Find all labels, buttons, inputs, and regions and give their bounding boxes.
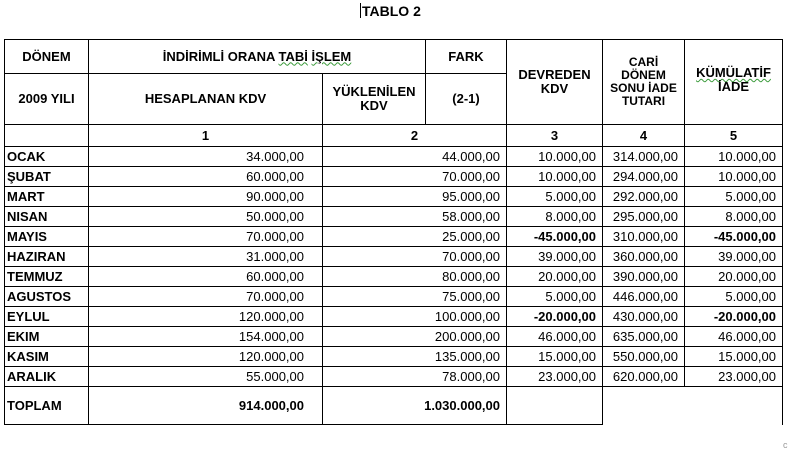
col-number-1: 1	[89, 125, 323, 147]
month-cell: MAYIS	[5, 227, 89, 247]
fark-cell: 20.000,00	[507, 267, 603, 287]
fark-cell: 39.000,00	[507, 247, 603, 267]
yuklenilen-cell: 44.000,00	[323, 147, 507, 167]
data-rows	[5, 147, 783, 387]
header-indirimli: İNDİRİMLİ ORANA TABİ İŞLEM	[89, 40, 426, 74]
fark-cell: -20.000,00	[507, 307, 603, 327]
table-row	[5, 187, 783, 207]
hesaplanan-cell: 60.000,00	[89, 267, 323, 287]
devreden-cell: 294.000,00	[603, 167, 685, 187]
total-c1: 914.000,00	[89, 387, 323, 425]
devreden-cell: 310.000,00	[603, 227, 685, 247]
hesaplanan-cell: 120.000,00	[89, 307, 323, 327]
table-row	[5, 327, 783, 347]
yuklenilen-cell: 95.000,00	[323, 187, 507, 207]
col-number-2: 2	[323, 125, 507, 147]
hesaplanan-cell: 31.000,00	[89, 247, 323, 267]
header-cari: CARİ DÖNEM SONU İADE TUTARI	[603, 40, 685, 125]
total-c3	[507, 387, 603, 425]
col-number-5: 5	[685, 125, 783, 147]
yuklenilen-cell: 58.000,00	[323, 207, 507, 227]
fark-cell: 10.000,00	[507, 167, 603, 187]
fark-cell: 5.000,00	[507, 187, 603, 207]
hesaplanan-cell: 70.000,00	[89, 287, 323, 307]
hesaplanan-cell: 60.000,00	[89, 167, 323, 187]
table-row	[5, 267, 783, 287]
month-cell: EYLUL	[5, 307, 89, 327]
month-cell: MART	[5, 187, 89, 207]
cari-iade-cell: 23.000,00	[685, 367, 783, 387]
cari-iade-cell: 39.000,00	[685, 247, 783, 267]
cari-iade-cell: 10.000,00	[685, 167, 783, 187]
yuklenilen-cell: 135.000,00	[323, 347, 507, 367]
fark-cell: 8.000,00	[507, 207, 603, 227]
devreden-cell: 430.000,00	[603, 307, 685, 327]
cari-iade-cell: 20.000,00	[685, 267, 783, 287]
kdv-table	[4, 39, 783, 425]
fark-cell: 5.000,00	[507, 287, 603, 307]
month-cell: ŞUBAT	[5, 167, 89, 187]
devreden-cell: 314.000,00	[603, 147, 685, 167]
devreden-cell: 360.000,00	[603, 247, 685, 267]
fark-cell: 23.000,00	[507, 367, 603, 387]
yuklenilen-cell: 75.000,00	[323, 287, 507, 307]
devreden-cell: 635.000,00	[603, 327, 685, 347]
hesaplanan-cell: 90.000,00	[89, 187, 323, 207]
header-yuklenilen: YÜKLENİLEN KDV	[323, 74, 426, 125]
table-row	[5, 367, 783, 387]
total-c4	[603, 387, 685, 425]
cari-iade-cell: 15.000,00	[685, 347, 783, 367]
table-row	[5, 207, 783, 227]
devreden-cell: 446.000,00	[603, 287, 685, 307]
yuklenilen-cell: 70.000,00	[323, 167, 507, 187]
col-number-3: 3	[507, 125, 603, 147]
corner-mark: c	[783, 440, 788, 450]
text-cursor	[360, 3, 361, 18]
devreden-cell: 620.000,00	[603, 367, 685, 387]
yuklenilen-cell: 80.000,00	[323, 267, 507, 287]
table-row	[5, 227, 783, 247]
devreden-cell: 390.000,00	[603, 267, 685, 287]
cari-iade-cell: -20.000,00	[685, 307, 783, 327]
hesaplanan-cell: 34.000,00	[89, 147, 323, 167]
table-row	[5, 167, 783, 187]
header-fark: FARK	[426, 40, 507, 74]
total-row	[5, 387, 783, 425]
cari-iade-cell: 46.000,00	[685, 327, 783, 347]
table-row	[5, 347, 783, 367]
hesaplanan-cell: 55.000,00	[89, 367, 323, 387]
fark-cell: 15.000,00	[507, 347, 603, 367]
devreden-cell: 295.000,00	[603, 207, 685, 227]
col-number-4: 4	[603, 125, 685, 147]
table-caption: TABLO 2	[362, 3, 421, 19]
cari-iade-cell: 10.000,00	[685, 147, 783, 167]
devreden-cell: 550.000,00	[603, 347, 685, 367]
header-devreden: DEVREDEN KDV	[507, 40, 603, 125]
total-c2: 1.030.000,00	[323, 387, 507, 425]
month-cell: AGUSTOS	[5, 287, 89, 307]
table-row	[5, 247, 783, 267]
yuklenilen-cell: 78.000,00	[323, 367, 507, 387]
month-cell: EKIM	[5, 327, 89, 347]
cari-iade-cell: 5.000,00	[685, 287, 783, 307]
fark-cell: -45.000,00	[507, 227, 603, 247]
month-cell: NISAN	[5, 207, 89, 227]
fark-cell: 46.000,00	[507, 327, 603, 347]
month-cell: KASIM	[5, 347, 89, 367]
month-cell: TEMMUZ	[5, 267, 89, 287]
yuklenilen-cell: 70.000,00	[323, 247, 507, 267]
cari-iade-cell: -45.000,00	[685, 227, 783, 247]
table-row	[5, 307, 783, 327]
header-donem: DÖNEM	[5, 40, 89, 74]
col-number-blank	[5, 125, 89, 147]
fark-cell: 10.000,00	[507, 147, 603, 167]
total-label: TOPLAM	[5, 387, 89, 425]
yuklenilen-cell: 25.000,00	[323, 227, 507, 247]
table-row	[5, 287, 783, 307]
header-hesaplanan: HESAPLANAN KDV	[89, 74, 323, 125]
yuklenilen-cell: 200.000,00	[323, 327, 507, 347]
devreden-cell: 292.000,00	[603, 187, 685, 207]
yuklenilen-cell: 100.000,00	[323, 307, 507, 327]
hesaplanan-cell: 50.000,00	[89, 207, 323, 227]
table-row	[5, 147, 783, 167]
header-fark-formula: (2-1)	[426, 74, 507, 125]
header-kumulatif: KÜMÜLATİF İADE	[685, 40, 783, 125]
cari-iade-cell: 8.000,00	[685, 207, 783, 227]
month-cell: ARALIK	[5, 367, 89, 387]
hesaplanan-cell: 70.000,00	[89, 227, 323, 247]
hesaplanan-cell: 154.000,00	[89, 327, 323, 347]
total-c5	[685, 387, 783, 425]
month-cell: OCAK	[5, 147, 89, 167]
month-cell: HAZIRAN	[5, 247, 89, 267]
hesaplanan-cell: 120.000,00	[89, 347, 323, 367]
cari-iade-cell: 5.000,00	[685, 187, 783, 207]
header-yil: 2009 YILI	[5, 74, 89, 125]
